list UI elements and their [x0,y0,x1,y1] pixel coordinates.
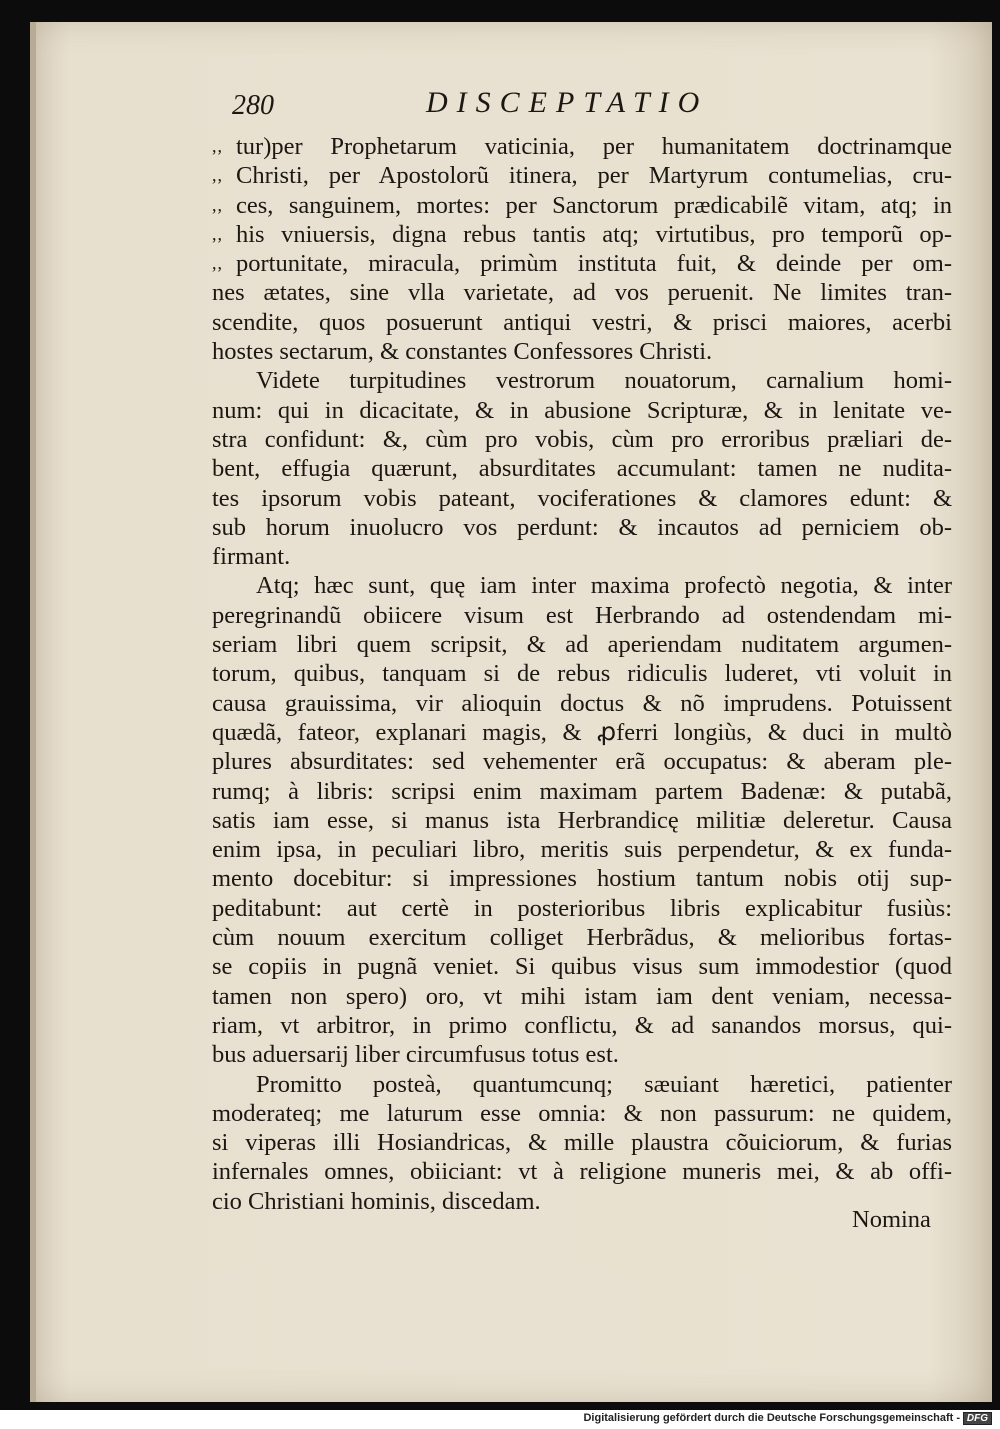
line-text: Videte turpitudines vestrorum nouatorum, carnalium homi- [256,367,952,395]
text-line [212,337,952,366]
text-line [212,689,952,718]
text-line [212,484,952,513]
text-line [212,601,952,630]
line-text: ces, sanguinem, mortes: per Sanctorum prædicabilẽ vitam, atq; in [236,191,952,219]
text-line [212,220,952,249]
line-text: scendite, quos posuerunt antiqui vestri, & prisci maiores, acerbi [212,308,952,336]
line-text: stra confidunt: &, cùm pro vobis, cùm pro erroribus præliari de- [212,425,952,453]
page-header [232,86,952,130]
text-line [212,542,952,571]
text-line [212,659,952,688]
line-text: si viperas illi Hosiandricas, & mille plaustra cõuiciorum, & furias [212,1129,952,1157]
line-text: peditabunt: aut certè in posterioribus libris explicabitur fusiùs: [212,894,952,922]
line-text: Christi, per Apostolorũ itinera, per Martyrum contumelias, cru- [236,162,952,190]
text-line [212,864,952,893]
line-text: quædã, fateor, explanari magis, & ꝓferri longiùs, & duci in multò [212,718,952,746]
line-text: firmant. [212,543,291,571]
line-text: causa grauissima, vir alioquin doctus & nõ imprudens. Potuissent [212,689,952,717]
text-line [212,132,952,161]
dfg-logo: DFG [963,1412,992,1425]
line-text: enim ipsa, in peculiari libro, meritis suis perpendetur, & ex funda- [212,836,952,864]
text-line [212,777,952,806]
line-text: cio Christiani hominis, discedam. [212,1187,541,1215]
text-line [212,1011,952,1040]
text-line [212,982,952,1011]
line-text: Promitto posteà, quantumcunq; sæuiant hæretici, patienter [256,1070,952,1098]
page-number: 280 [232,90,274,121]
body-text [212,132,952,1216]
line-text: infernales omnes, obiiciant: vt à religione muneris mei, & ab offi- [212,1158,952,1186]
text-line [212,718,952,747]
line-text: tamen non spero) oro, vt mihi istam iam dent veniam, necessa- [212,982,952,1010]
text-line [212,308,952,337]
line-text: tur)per Prophetarum vaticinia, per humanitatem doctrinamque [236,133,952,160]
quotation-mark: ,, [212,223,223,244]
line-text: nes ætates, sine vlla varietate, ad vos peruenit. Ne limites tran- [212,279,952,307]
line-text: peregrinandũ obiicere visum est Herbrando ad ostendendam mi- [212,601,952,629]
line-text: bent, effugia quærunt, absurditates accumulant: tamen ne nudita- [212,455,952,483]
text-line [212,835,952,864]
line-text: his vniuersis, digna rebus tantis atq; virtutibus, pro temporũ op- [236,220,952,248]
running-title: DISCEPTATIO [426,86,709,119]
text-line [212,161,952,190]
quotation-mark: ,, [212,136,223,156]
text-line [212,952,952,981]
line-text: rumq; à libris: scripsi enim maximam partem Badenæ: & putabã, [212,777,952,805]
text-line [212,513,952,542]
catchword: Nomina [852,1206,931,1233]
line-text: seriam libri quem scripsit, & ad aperiendam nuditatem argumen- [212,631,952,659]
line-text: satis iam esse, si manus ista Herbrandicę militiæ deleretur. Causa [212,806,952,834]
line-text: mento docebitur: si impressiones hostium tantum nobis otij sup- [212,865,952,893]
line-text: riam, vt arbitror, in primo conflictu, & ad sanandos morsus, qui- [212,1011,952,1039]
quotation-mark: ,, [212,165,223,186]
funding-notice: Digitalisierung gefördert durch die Deutsche Forschungsgemeinschaft - [583,1412,960,1424]
line-text: hostes sectarum, & constantes Confessores Christi. [212,338,713,366]
line-text: portunitate, miracula, primùm instituta fuit, & deinde per om- [236,250,952,278]
text-line [212,366,952,395]
line-text: plures absurditates: sed vehementer erã occupatus: & aberam ple- [212,748,952,776]
line-text: sub horum inuolucro vos perdunt: & incautos ad perniciem ob- [212,513,952,541]
text-line [212,923,952,952]
text-line [212,1187,952,1216]
text-line [212,1099,952,1128]
text-line [212,425,952,454]
line-text: Atq; hæc sunt, quę iam inter maxima profectò negotia, & inter [256,572,952,600]
text-line [212,894,952,923]
text-line [212,1070,952,1099]
text-line [212,630,952,659]
text-line [212,571,952,600]
line-text: cùm nouum exercitum colliget Herbrãdus, & melioribus fortas- [212,924,952,952]
line-text: bus aduersarij liber circumfusus totus est. [212,1041,619,1069]
page-gutter [30,22,36,1402]
text-line [212,806,952,835]
text-line [212,191,952,220]
quotation-mark: ,, [212,253,223,274]
line-text: se copiis in pugnã veniet. Si quibus visus sum immodestior (quod [212,953,952,981]
text-line [212,747,952,776]
footer-bar [0,1410,1000,1429]
line-text: torum, quibus, tanquam si de rebus ridiculis luderet, vti voluit in [212,660,952,688]
text-line [212,278,952,307]
text-line [212,1128,952,1157]
text-line [212,1157,952,1186]
line-text: moderateq; me laturum esse omnia: & non passurum: ne quidem, [212,1099,952,1127]
line-text: tes ipsorum vobis pateant, vociferationes & clamores edunt: & [212,484,952,512]
text-line [212,454,952,483]
line-text: num: qui in dicacitate, & in abusione Scripturæ, & in lenitate ve- [212,396,952,424]
text-line [212,249,952,278]
text-line [212,396,952,425]
quotation-mark: ,, [212,194,223,215]
text-line [212,1040,952,1069]
